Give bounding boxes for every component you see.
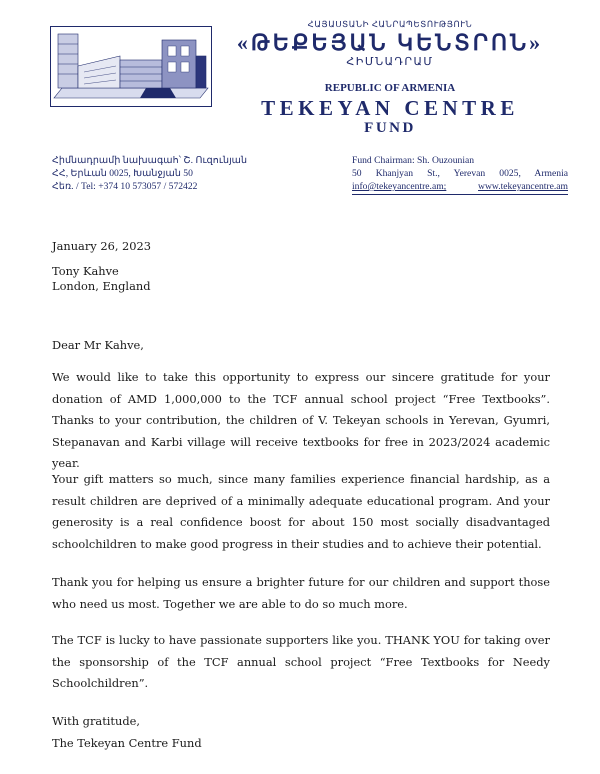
building-logo: [50, 26, 212, 107]
signature: The Tekeyan Centre Fund: [52, 736, 202, 750]
chairman-armenian: Հիմնադրամի նախագահ՝ Շ. Ուզունյան: [52, 155, 248, 166]
chairman-english: Fund Chairman: Sh. Ouzounian: [352, 155, 475, 166]
fund-label: FUND: [364, 120, 416, 136]
salutation: Dear Mr Kahve,: [52, 338, 144, 352]
recipient-location: London, England: [52, 279, 151, 293]
armenian-country-name: ՀԱՅԱՍՏԱՆԻ ՀԱՆՐԱՊԵՏՈՒԹՅՈՒՆ: [307, 19, 473, 29]
closing: With gratitude,: [52, 714, 140, 728]
republic-label: REPUBLIC OF ARMENIA: [324, 82, 456, 94]
organization-name: TEKEYAN CENTRE: [261, 96, 519, 120]
email-link[interactable]: info@tekeyancentre.am;: [352, 181, 447, 192]
paragraph-supporters: The TCF is lucky to have passionate supporters like you. THANK YOU for taking over the sponsorship of the TCF annual school project “Free Textbooks for Needy Schoolchildren”.: [52, 633, 550, 690]
address-english: 50 Khanjyan St., Yerevan 0025, Armenia: [352, 168, 568, 179]
header-divider: [352, 194, 568, 195]
telephone: Հեռ. / Tel: +374 10 573057 / 572422: [52, 181, 198, 192]
paragraph-donation: We would like to take this opportunity to express our sincere gratitude for your donation of AMD 1,000,000 to the TCF annual school project “Free Textbooks”. Thanks to your contribution, the children of V. Tekeyan schools in Yerevan, Gyumri, Stepanavan and Karbi village will receive textbooks for free in 2023/2024 academic year.: [52, 370, 550, 470]
paragraph-thanks: Thank you for helping us ensure a brighter future for our children and support those who need us most. Together we are able to do so much more.: [52, 575, 550, 611]
contact-english: [352, 154, 568, 193]
paragraph-impact: Your gift matters so much, since many families experience financial hardship, as a result children are deprived of a minimally adequate educational program. And your generosity is a real confidence boost for about 150 most socially disadvantaged schoolchildren to make good progress in their studies and to achieve their potential.: [52, 472, 550, 551]
address-armenian: ՀՀ, Երևան 0025, Խանջյան 50: [52, 168, 193, 179]
letter-date: January 26, 2023: [52, 239, 152, 253]
armenian-fund-label: ՀԻՄՆԱԴՐԱՄ: [346, 56, 434, 68]
contact-armenian: [52, 154, 302, 193]
armenian-centre-name: «ԹԵՔԵՅԱՆ ԿԵՆՏՐՈՆ»: [236, 30, 544, 55]
website-link[interactable]: www.tekeyancentre.am: [478, 181, 568, 192]
recipient-name: Tony Kahve: [52, 264, 119, 278]
